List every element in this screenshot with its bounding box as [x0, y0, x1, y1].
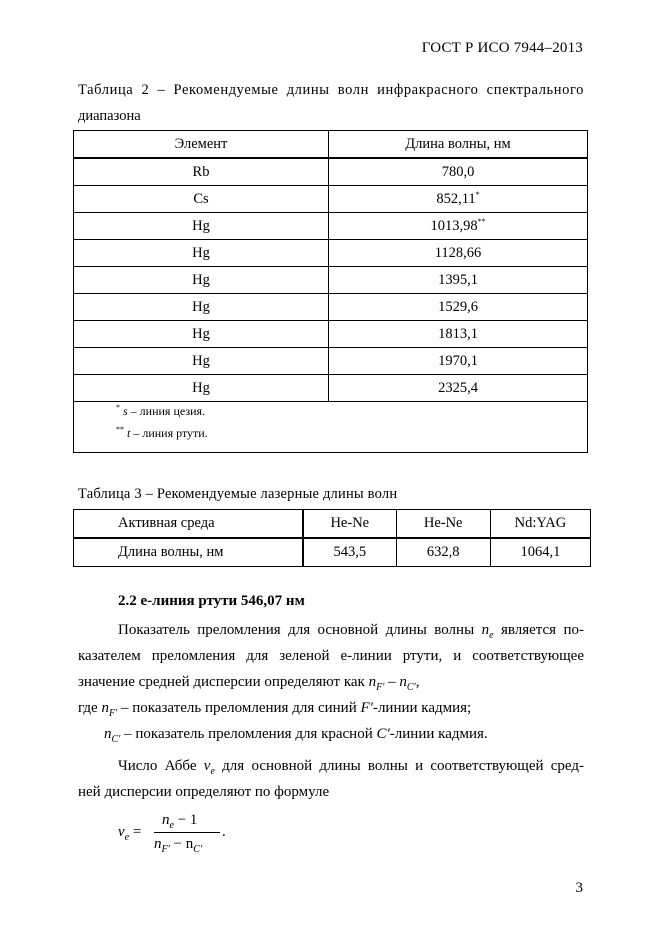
- element-cell: Rb: [74, 158, 329, 186]
- table2-notes: [74, 402, 588, 453]
- wavelength-cell: 852,11*: [329, 186, 588, 213]
- element-cell: Hg: [74, 267, 329, 294]
- paragraph-line: Показатель преломления для основной длины волны $n_e$ является по-: [118, 622, 585, 641]
- paragraph-line: Число Аббе $\nu_e$ для основной длины волны и соответствующей сред-: [118, 758, 585, 777]
- element-cell: Hg: [74, 321, 329, 348]
- table3-laser-wavelengths: [73, 509, 591, 567]
- table2-caption-cont: диапазона: [78, 108, 141, 124]
- table3-caption: Таблица 3 – Рекомендуемые лазерные длины волн: [78, 486, 398, 502]
- table-row: [74, 240, 588, 267]
- wavelength-cell: 1813,1: [329, 321, 588, 348]
- wavelength-cell: 1013,98**: [329, 213, 588, 240]
- col-wavelength: Длина волны, нм: [329, 131, 588, 159]
- paragraph-line: ней дисперсии определяют по формуле: [78, 784, 330, 800]
- paragraph-line: казателем преломления для зеленой е-линии ртути, и соответствующее: [78, 648, 584, 664]
- page-number: 3: [575, 880, 583, 896]
- element-cell: Hg: [74, 240, 329, 267]
- row-label-wavelength: Длина волны, нм: [74, 538, 304, 567]
- table-row: [74, 213, 588, 240]
- element-cell: Cs: [74, 186, 329, 213]
- table2-notes-row: [74, 402, 588, 453]
- table2-ir-wavelengths: [73, 130, 588, 453]
- wavelength-cell: 543,5: [303, 538, 396, 567]
- col-element: Элемент: [74, 131, 329, 159]
- table-row: [74, 267, 588, 294]
- wavelength-cell: 1128,66: [329, 240, 588, 267]
- element-cell: Hg: [74, 348, 329, 375]
- medium-cell: Nd:YAG: [490, 510, 590, 539]
- table-row: [74, 158, 588, 186]
- element-cell: Hg: [74, 213, 329, 240]
- footnote-mark: **: [477, 216, 486, 226]
- wavelength-cell: 780,0: [329, 158, 588, 186]
- standard-number: ГОСТ Р ИСО 7944–2013: [421, 40, 583, 56]
- section-heading: 2.2 е-линия ртути 546,07 нм: [118, 593, 305, 609]
- wavelength-cell: 1395,1: [329, 267, 588, 294]
- footnote-mark: *: [475, 189, 480, 199]
- wavelength-cell: 2325,4: [329, 375, 588, 402]
- table-row: [74, 186, 588, 213]
- medium-cell: He-Ne: [396, 510, 490, 539]
- note-cesium: * s – линия цезия.: [116, 403, 206, 418]
- wavelength-cell: 632,8: [396, 538, 490, 567]
- table-header-row: [74, 131, 588, 159]
- table-row: [74, 538, 591, 567]
- element-cell: Hg: [74, 294, 329, 321]
- table-row: [74, 375, 588, 402]
- element-cell: Hg: [74, 375, 329, 402]
- table2-caption: Таблица 2 – Рекомендуемые длины волн инфракрасного спектрального: [78, 82, 584, 98]
- wavelength-cell: 1529,6: [329, 294, 588, 321]
- note-mercury: ** t – линия ртути.: [116, 425, 208, 440]
- table-row: [74, 321, 588, 348]
- wavelength-cell: 1970,1: [329, 348, 588, 375]
- table-row: [74, 294, 588, 321]
- row-label-medium: Активная среда: [74, 510, 304, 539]
- table-row: [74, 348, 588, 375]
- table-row: [74, 510, 591, 539]
- medium-cell: He-Ne: [303, 510, 396, 539]
- paragraph-line: значение средней дисперсии определяют как $n_{F'} - n_{C'}$,: [78, 674, 420, 693]
- wavelength-cell: 1064,1: [490, 538, 590, 567]
- paragraph-line: где $n_{F'}$ – показатель преломления для синий F′-линии кадмия;: [78, 700, 472, 719]
- paragraph-line: $n_{C'}$ – показатель преломления для красной C′-линии кадмия.: [104, 726, 488, 745]
